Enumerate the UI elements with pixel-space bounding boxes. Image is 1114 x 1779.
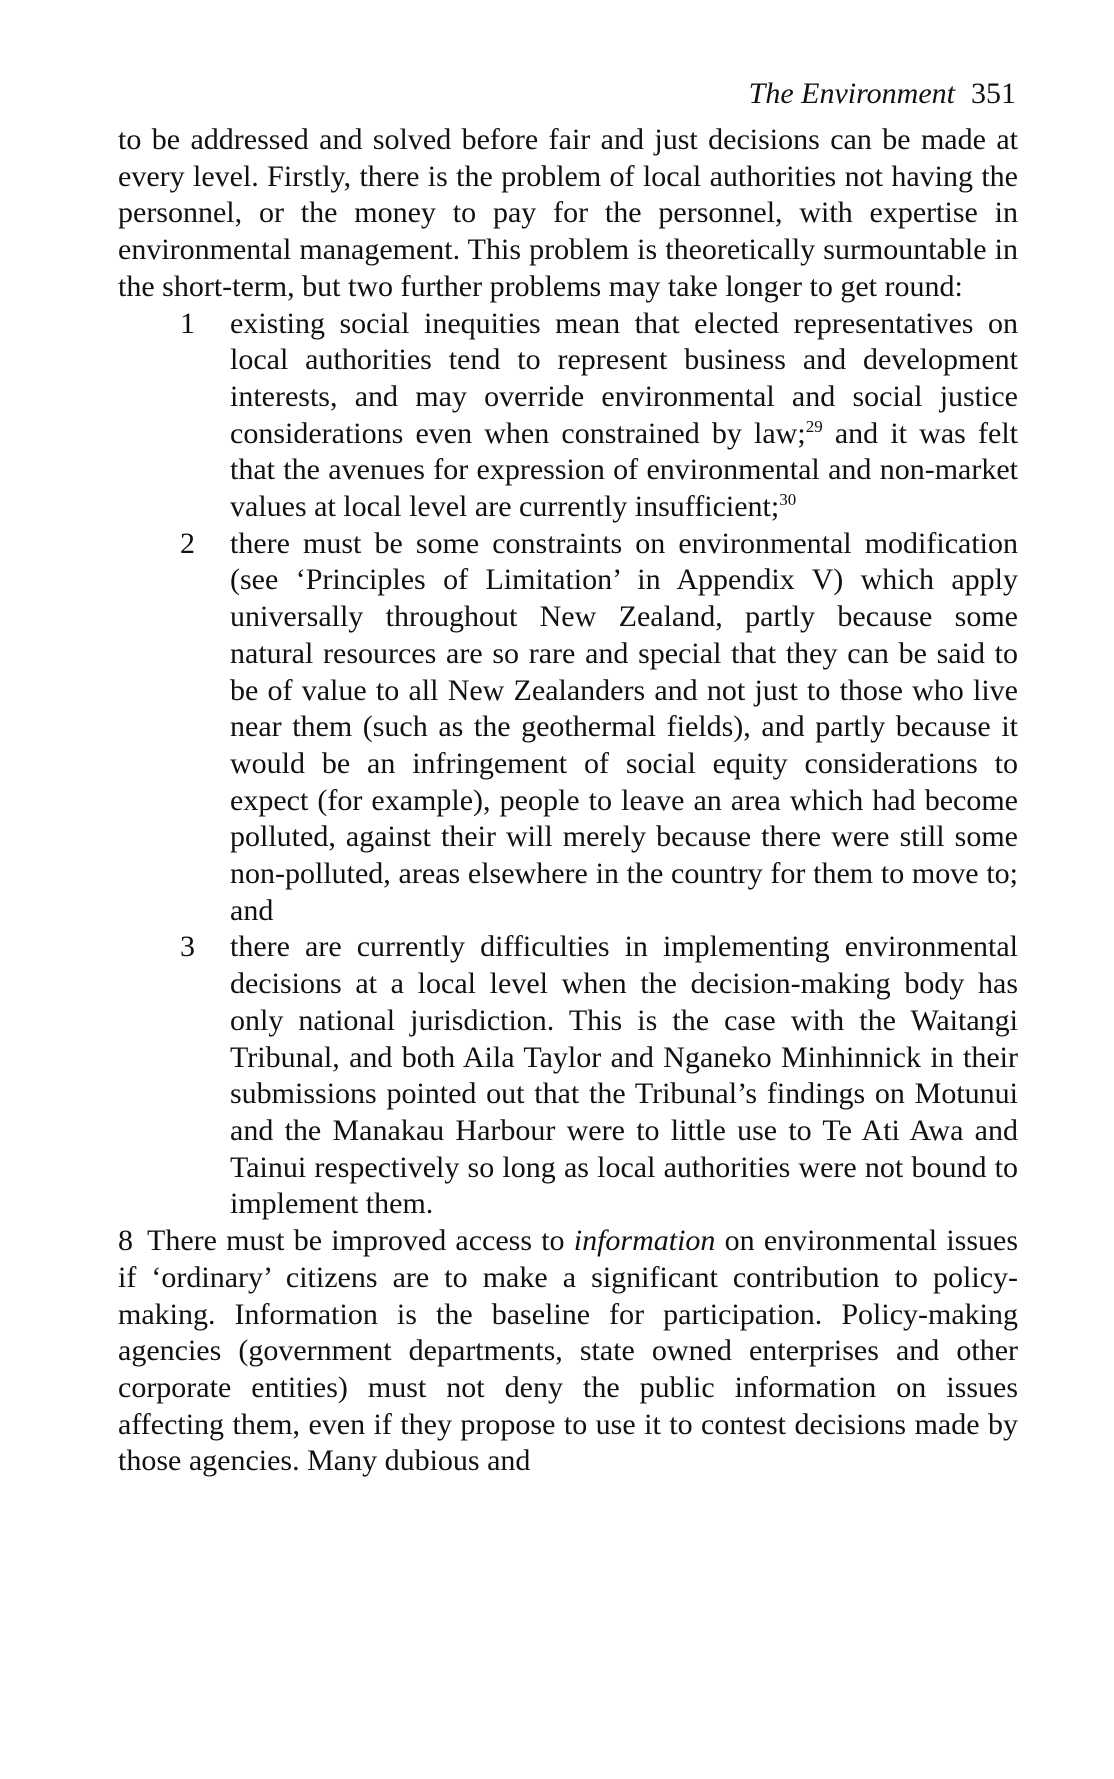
list-item-text: there must be some constraints on environmental modification (see ‘Principles of Limitation’ in Appendix V) which apply universally throughout New Zealand, partly because some natural resources are so rare and special that they can be said to be of value to all New Zealanders and not just to those who live near them (such as the geothermal fields), and partly because it would be an infringement of social equity considerations to expect (for example), people to leave an area which had become polluted, against their will merely because there were still some non-polluted, areas elsewhere in the country for them to move to; and bbox=[230, 526, 1018, 927]
list-item bbox=[180, 526, 1018, 930]
paragraph-text: There must be improved access to bbox=[147, 1224, 574, 1258]
list-item bbox=[180, 306, 1018, 526]
list-item-text: existing social inequities mean that elected representatives on local authorities tend to represent business and development interests, and may override environmental and social justice considerations even when constrained by law; bbox=[230, 306, 1018, 450]
footnote-ref: 30 bbox=[779, 490, 797, 510]
list-item-text-cont: and it was felt that the avenues for expression of environmental and non-market values at local level are currently insufficient; bbox=[230, 416, 1018, 524]
list-item-number: 1 bbox=[180, 306, 195, 340]
list-item-number: 2 bbox=[180, 526, 195, 560]
page-number: 351 bbox=[971, 77, 1016, 110]
intro-paragraph: to be addressed and solved before fair and just decisions can be made at every level. Firstly, there is the problem of local authorities not having the personnel, or the money to pay for the personnel, with expertise in environmental management. This problem is theoretically surmountable in the short-term, but two further problems may take longer to get round: bbox=[118, 123, 1018, 303]
book-page bbox=[118, 76, 1018, 1480]
running-head bbox=[118, 76, 1018, 112]
footnote-ref: 29 bbox=[805, 416, 823, 436]
list-item-number: 3 bbox=[180, 930, 195, 964]
paragraph-8 bbox=[118, 1223, 1018, 1480]
list-item-text: there are currently difficulties in implementing environmental decisions at a local level when the decision-making body has only national jurisdiction. This is the case with the Waitangi Tribunal, and both Aila Taylor and Nganeko Minhinnick in their submissions pointed out that the Tribunal’s findings on Motunui and the Manakau Harbour were to little use to Te Ati Awa and Tainui respectively so long as local authorities were not bound to implement them. bbox=[230, 930, 1018, 1221]
paragraph-italic-word: information bbox=[573, 1224, 716, 1258]
numbered-list bbox=[118, 306, 1018, 1224]
running-head-title: The Environment bbox=[748, 77, 955, 110]
paragraph-number: 8 bbox=[118, 1224, 133, 1258]
paragraph-text-cont: on environmental issues if ‘ordinary’ citizens are to make a significant contribution to policy-making. Information is the baseline for participation. Policy-making agencies (government departments, state owned enterprises and other corporate entities) must not deny the public information on issues affecting them, even if they propose to use it to contest decisions made by those agencies. Many dubious and bbox=[118, 1224, 1018, 1478]
list-item bbox=[180, 929, 1018, 1223]
